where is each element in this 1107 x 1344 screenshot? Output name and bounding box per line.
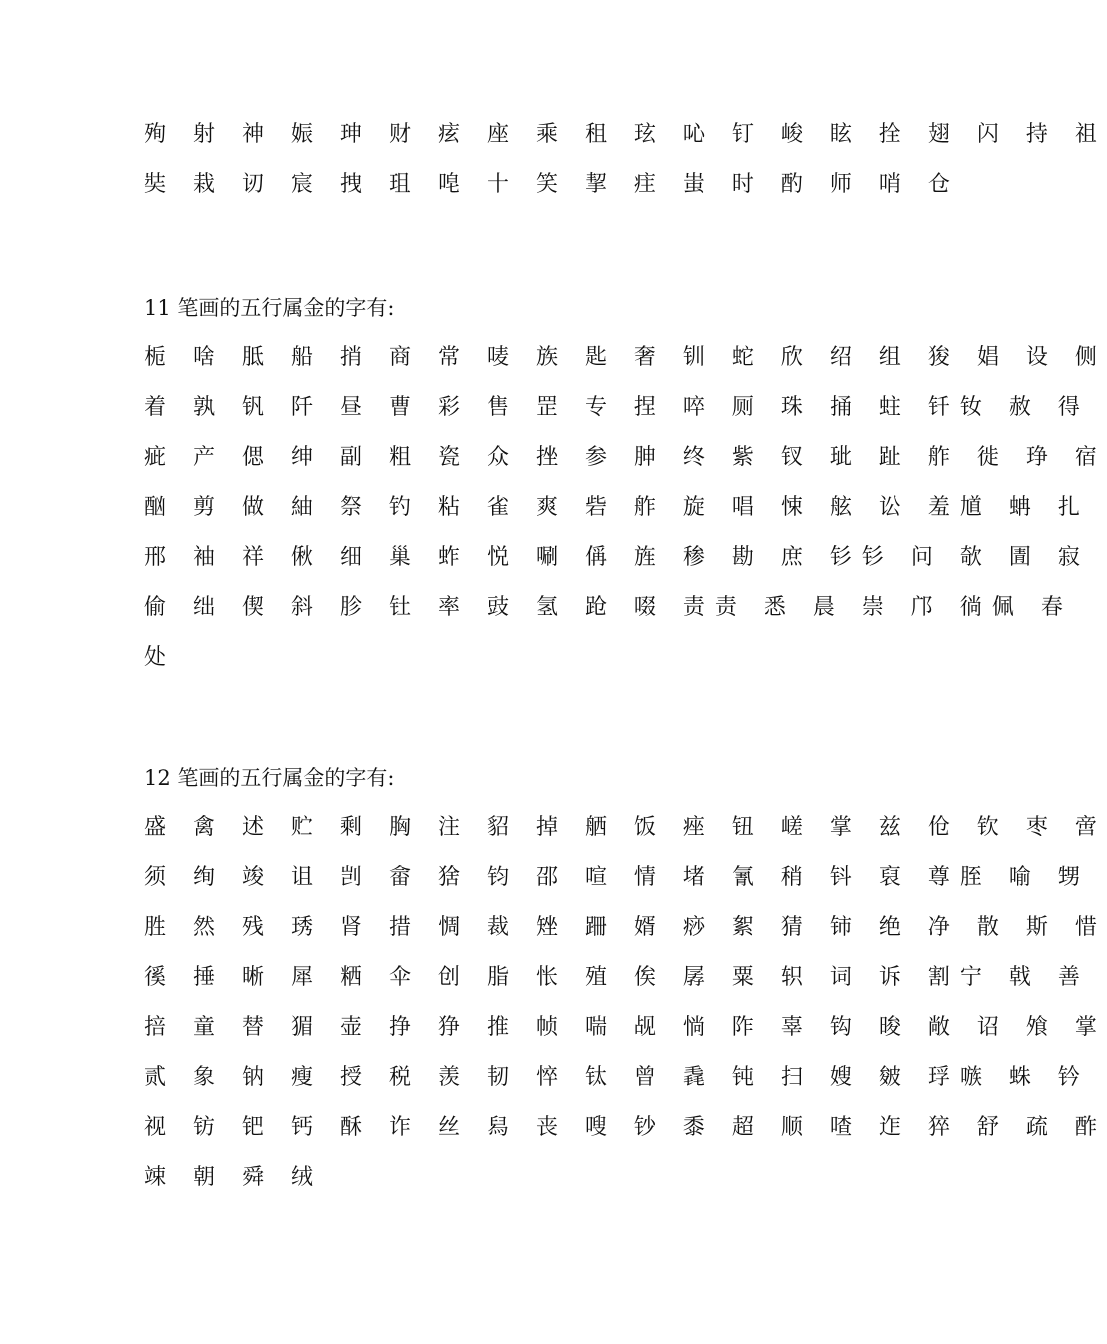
character-line: 视 钫 钯 钙 酥 诈 丝 舄 丧 嗖 钞 黍 超 顺 喳 迮 猝 舒 疏 酢 xyxy=(144,1115,1107,1140)
character-line: 奘 栽 讱 宸 拽 珇 唣 十 笑 挈 疰 蚩 时 酌 师 哨 仓 xyxy=(144,172,960,197)
character-line: 掊 童 替 猸 壶 挣 狰 推 帧 喘 觇 惝 阼 辜 钩 晙 敞 诏 飧 掌 xyxy=(144,1015,1107,1040)
character-line: 竦 朝 舜 绒 xyxy=(144,1165,323,1190)
character-line: 偷 绌 偰 斜 胗 钍 率 豉 氢 跄 啜 责责 悉 晨 崇 邝 徜佩 春 xyxy=(144,595,1073,620)
character-line: 酗 剪 做 紬 祭 钓 粘 雀 爽 砦 舴 旋 唱 悚 舷 讼 羞馗 蚺 扎 xyxy=(144,495,1090,520)
character-line: 着 孰 钒 阡 昼 曹 彩 售 罡 专 捏 啐 厕 珠 捅 蛀 钎钕 赦 得 xyxy=(144,395,1090,420)
character-line: 疵 产 偲 绅 副 粗 瓷 众 挫 参 胂 终 紫 钗 玼 趾 舴 徙 琤 宿 xyxy=(144,445,1107,470)
character-line: 贰 象 钠 瘦 授 税 羡 韧 悴 钛 曾 毳 钝 扫 嫂 皴 琈嗾 蛛 钤 xyxy=(144,1065,1090,1090)
character-line: 殉 射 神 娠 珅 财 痃 座 乘 租 玹 吣 钉 峻 眩 拴 翅 闪 持 祖 xyxy=(144,122,1107,147)
character-line: 徯 捶 晰 犀 粞 伞 创 脂 怅 殖 俟 孱 粟 轵 词 诉 割宁 戟 善 xyxy=(144,965,1090,990)
character-line: 胜 然 残 琇 肾 措 惆 裁 矬 跚 婿 痧 絮 猜 铈 绝 净 散 斯 惜 xyxy=(144,915,1107,940)
stroke-11-section xyxy=(144,283,1107,683)
character-line: 须 绚 竣 诅 剀 畲 猞 钧 邵 喧 情 堵 氰 稍 钭 裒 尊胵 喻 甥 xyxy=(144,865,1090,890)
character-line: 栀 啥 胝 船 捎 商 常 唛 族 匙 奢 钏 蛇 欣 绍 组 狻 娼 设 侧 xyxy=(144,345,1107,370)
stroke-10-character-list xyxy=(144,110,1107,210)
section-heading: 12 笔画的五行属金的字有: xyxy=(144,766,395,790)
character-line: 盛 禽 述 贮 剩 胸 注 貂 掉 舾 饭 痤 钮 嵯 掌 兹 伧 钦 枣 啻 xyxy=(144,815,1107,840)
stroke-12-section xyxy=(144,753,1107,1203)
section-heading: 11 笔画的五行属金的字有: xyxy=(144,296,395,320)
character-line: 邢 袖 祥 偢 细 巢 蚱 悦 唰 偁 旌 䅟 勘 庶 钐钐 问 欹 圊 寂 xyxy=(144,545,1090,570)
character-line: 处 xyxy=(144,645,177,670)
